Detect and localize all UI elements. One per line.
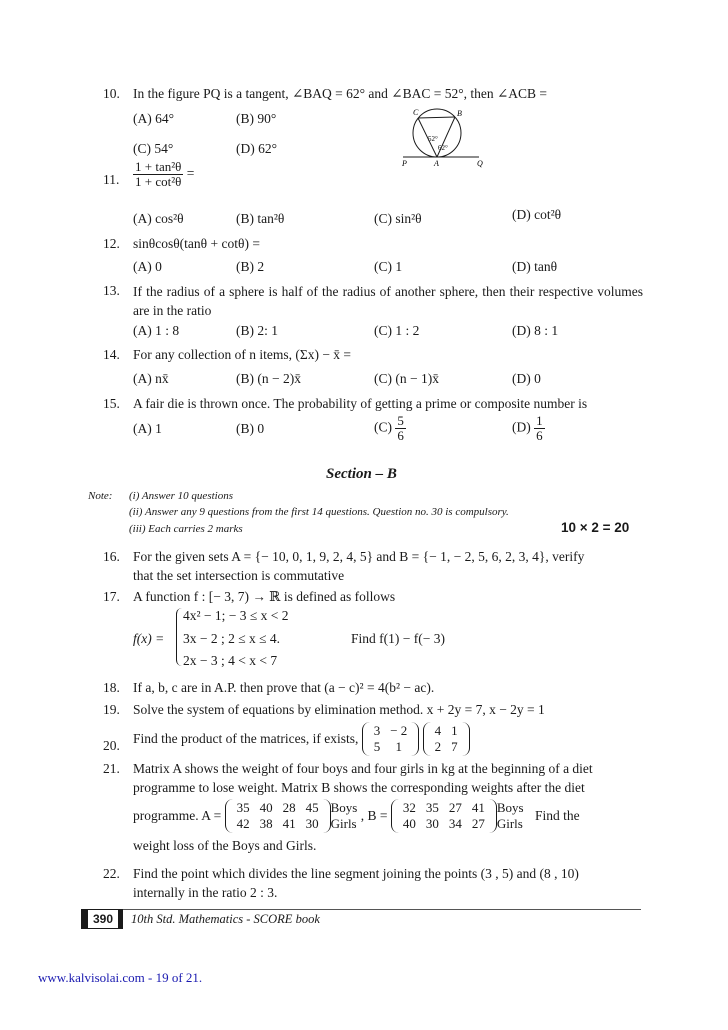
q21-b-label-girls: Girls [496,816,523,831]
q21-programme: programme. A = [133,808,222,823]
q20-m1-row [369,723,413,739]
q10-option-c: (C) 54° [133,141,174,156]
q14-option-d: (D) 0 [512,371,541,386]
q17-case-3: 2x − 3 ; 4 < x < 7 [183,653,278,668]
q13-option-d: (D) 8 : 1 [512,323,559,338]
q21-matrix-a [225,799,331,833]
q20-m1-row [369,739,413,755]
q14-number: 14. [103,347,120,362]
q21-line-3 [133,799,580,833]
q15-c-numerator: 5 [397,413,404,428]
q11-number: 11. [103,172,120,187]
q17-case-2: 3x − 2 ; 2 ≤ x ≤ 4. [183,631,281,646]
q21-a-label-boys: Boys [330,800,358,815]
q15-d-denominator: 6 [536,428,543,443]
q11-fraction [133,160,194,189]
q22-line-1: Find the point which divides the line segment joining the points (3 , 5) and (8 , 10) [133,866,579,881]
q20-m2-row [430,739,463,755]
q14-text: For any collection of n items, (Σx) − x̄ = [133,347,352,362]
q13-option-b: (B) 2: 1 [236,323,278,338]
footer-page-number: 390 [88,910,118,928]
q18-text: If a, b, c are in A.P. then prove that (a − c)² = 4(b² − ac). [133,680,435,695]
q15-d-numerator: 1 [536,413,543,428]
q13-number: 13. [103,283,120,298]
q20-m2-cell: 4 [434,723,442,738]
q21-ma-cell: 38 [259,816,273,831]
q19-text: Solve the system of equations by elimination method. x + 2y = 7, x − 2y = 1 [133,702,545,717]
q21-mb-cell: 34 [448,816,462,831]
q21-number: 21. [103,761,120,776]
q21-line-1: Matrix A shows the weight of four boys and four girls in kg at the beginning of a diet [133,761,593,776]
q14-option-a: (A) nx̄ [133,371,169,386]
q21-ma-row [232,816,324,832]
q15-text: A fair die is thrown once. The probability of getting a prime or composite number is [133,396,588,411]
q20-m1-cell: 5 [373,739,381,754]
q21-ma-cell: 28 [282,800,296,815]
footer-rule [88,909,641,910]
q21-ma-cell: 41 [282,816,296,831]
q21-mb-row [398,816,490,832]
q21-ma-cell: 40 [259,800,273,815]
q15-c-denominator: 6 [397,428,404,443]
note-line-1: (i) Answer 10 questions [129,490,233,502]
note-line-3: (iii) Each carries 2 marks [129,523,243,535]
website-link[interactable]: www.kalvisolai.com - 19 of 21. [38,970,203,985]
q12-text: sinθcosθ(tanθ + cotθ) = [133,236,260,251]
q21-line-2: programme to lose weight. Matrix B shows the corresponding weights after the diet [133,780,585,795]
q20-m2-cell: 7 [451,739,458,754]
q21-ma-row [232,800,324,816]
q16-line-1: For the given sets A = {− 10, 0, 1, 9, 2, 4, 5} and B = {− 1, − 2, 5, 6, 2, 3, 4}, verify [133,549,585,564]
q21-a-label-girls: Girls [330,816,357,831]
q12-option-a: (A) 0 [133,259,162,274]
q11-numerator: 1 + tan²θ [135,159,182,174]
q21-line-4: weight loss of the Boys and Girls. [133,838,317,853]
q20-m2-cell: 2 [434,739,442,754]
q19-number: 19. [103,702,120,717]
q20-matrix-2 [423,722,470,756]
q13-text: If the radius of a sphere is half of the radius of another sphere, then their respective volumes are in the ratio [133,284,643,318]
q10-circle-figure [393,104,488,170]
q21-find: Find the [534,808,580,823]
q17-text: A function f : [− 3, 7) → ℝ is defined as follows [133,589,396,604]
q21-ma-cell: 35 [236,800,250,815]
q14-option-c: (C) (n − 1)x̄ [374,371,439,386]
q20-m1-cell: 3 [373,723,381,738]
q20-matrix-1 [362,722,420,756]
q18-number: 18. [103,680,120,695]
q11-equals: = [186,165,195,181]
q21-ma-cell: 30 [305,816,319,831]
q20-text: Find the product of the matrices, if exists, [133,731,359,746]
q12-option-b: (B) 2 [236,259,265,274]
figure-label-a: A [434,159,439,168]
footer-book-title: 10th Std. Mathematics - SCORE book [131,912,320,926]
q21-mb-cell: 35 [425,800,439,815]
q10-option-d: (D) 62° [236,141,278,156]
q20-m1-cell: − 2 [390,723,408,738]
q20-m1-cell: 1 [395,739,402,754]
q11-denominator: 1 + cot²θ [135,174,182,189]
q21-mb-row [398,800,490,816]
q12-number: 12. [103,236,120,251]
q21-b-eq: B = [367,808,388,823]
q20-m2-cell: 1 [451,723,458,738]
q17-fx: f(x) = [133,631,165,646]
section-b-title: Section – B [326,466,397,482]
q15-option-b: (B) 0 [236,421,265,436]
q20-row [133,722,470,756]
q10-option-a: (A) 64° [133,111,175,126]
figure-label-b: B [457,109,462,118]
q15-number: 15. [103,396,120,411]
q22-number: 22. [103,866,120,881]
q10-text: In the figure PQ is a tangent, ∠BAQ = 62° and ∠BAC = 52°, then ∠ACB = [133,86,548,101]
q21-mb-cell: 41 [471,800,485,815]
q17-find: Find f(1) − f(− 3) [351,631,445,646]
note-label: Note: [88,490,113,502]
q21-b-label-boys: Boys [496,800,524,815]
q21-matrix-b [391,799,497,833]
q11-option-c: (C) sin²θ [374,211,422,226]
q11-option-d: (D) cot²θ [512,207,562,222]
q16-line-2: that the set intersection is commutative [133,568,345,583]
section-b-marks: 10 × 2 = 20 [561,520,630,535]
q12-option-c: (C) 1 [374,259,403,274]
q16-number: 16. [103,549,120,564]
q22-line-2: internally in the ratio 2 : 3. [133,885,278,900]
q20-m2-row [430,723,463,739]
q15-option-a: (A) 1 [133,421,162,436]
q21-mb-cell: 30 [425,816,439,831]
q21-mb-cell: 40 [402,816,416,831]
q17-case-1: 4x² − 1; − 3 ≤ x < 2 [183,608,289,623]
q21-mb-cell: 27 [471,816,485,831]
figure-label-q: Q [477,159,483,168]
q21-ma-cell: 45 [305,800,319,815]
q14-option-b: (B) (n − 2)x̄ [236,371,301,386]
q21-comma: , [360,808,365,823]
q13-option-a: (A) 1 : 8 [133,323,180,338]
q15-option-d: (D) $\frac{1}{6}$ [512,413,543,443]
q15-option-c: (C) $\frac{5}{6}$ [374,413,404,443]
note-line-2: (ii) Answer any 9 questions from the first 14 questions. Question no. 30 is compulsory. [129,506,509,518]
q10-option-b: (B) 90° [236,111,277,126]
q13-option-c: (C) 1 : 2 [374,323,420,338]
q11-option-b: (B) tan²θ [236,211,285,226]
figure-label-c: C [413,108,419,117]
figure-angle-52: 52° [428,135,438,143]
q17-number: 17. [103,589,120,604]
q10-number: 10. [103,86,120,101]
q17-brace [176,608,182,666]
q20-number: 20. [103,738,120,753]
q12-option-d: (D) tanθ [512,259,558,274]
q21-mb-cell: 27 [448,800,462,815]
figure-angle-62: 62° [438,144,448,152]
q11-option-a: (A) cos²θ [133,211,184,226]
figure-label-p: P [402,159,407,168]
q21-mb-cell: 32 [402,800,416,815]
q21-ma-cell: 42 [236,816,250,831]
